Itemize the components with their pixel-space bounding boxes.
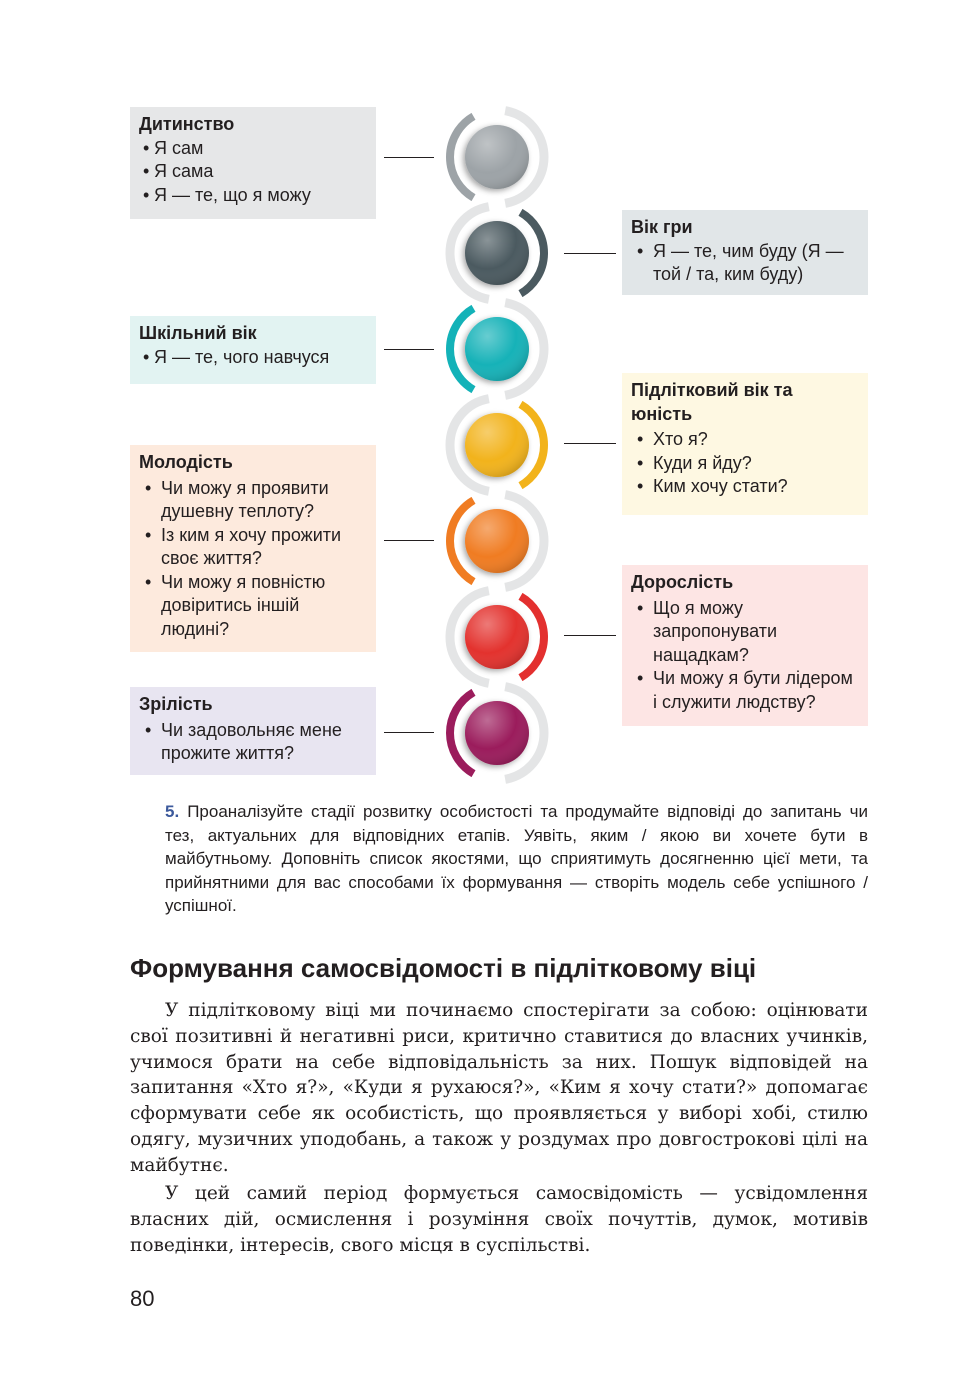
list-item: • Я сам [139,137,367,161]
list-item: • Чи можу я повністю довіритись іншій людині? [139,571,367,642]
list-item: • Чи можу я бути лідером і служити людству? [631,667,859,714]
stage-list [139,346,367,370]
stage-circle-shine [465,413,529,477]
list-item: • Я сама [139,160,367,184]
list-item: • Чи задовольняє мене прожите життя? [139,719,367,766]
stage-list [631,597,859,715]
stage-list [139,137,367,208]
stage-circle-shine [465,605,529,669]
stage-title: Шкільний вік [139,323,257,343]
stage-title: Молодість [139,452,233,472]
list-item: • Із ким я хочу прожити своє життя? [139,524,367,571]
page-number: 80 [130,1286,155,1311]
stage-title: Зрілість [139,694,213,714]
stage-box-childhood [130,107,376,219]
section-heading: Формування самосвідомості в підлітковому віці [130,953,757,983]
stage-spiral [420,100,580,800]
stage-title: Дитинство [139,114,235,134]
stage-box-play-age [622,210,868,295]
list-item: • Хто я? [631,428,859,452]
stage-list [631,428,859,499]
stage-circle-shine [465,701,529,765]
body-paragraph: У підлітковому віці ми починаємо спостерігати за собою: оцінювати свої позитивні й негативні риси, критично ставитися до власних учинків, учимося брати на себе відповідальність за них. Пошук відповідей на запитання «Хто я?», «Куди я рухаюся?», «Ким я хочу стати?» допомагає сформувати себе як особистість, що проявляється у виборі хобі, стилю одягу, музичних уподобань, а також у роздумах про довгострокові цілі на майбутнє. [130,1000,868,1176]
stage-box-maturity [130,687,376,775]
list-item: • Що я можу запропонувати нащадкам? [631,597,859,668]
list-item: • Чи можу я проявити душевну теплоту? [139,477,367,524]
list-item: • Я — те, чого навчуся [139,346,367,370]
stage-circle-shine [465,221,529,285]
stage-title: Дорослість [631,572,734,592]
stage-box-adolescence [622,373,868,515]
stage-box-youth [130,445,376,652]
task-5 [165,800,868,918]
task-number: 5. [165,802,180,821]
stage-circle-shine [465,509,529,573]
body-paragraph: У цей самий період формується самосвідомість — усвідомлення власних дій, осмислення і розуміння своїх почуттів, думок, мотивів поведінки, інтересів, свого місця в суспільстві. [130,1183,868,1256]
stage-list [139,719,367,766]
stage-list [139,477,367,642]
list-item: • Я — те, що я можу [139,184,367,208]
stage-title: Вік гри [631,217,693,237]
task-text: Проаналізуйте стадії розвитку особистості та продумайте відповіді до запитань чи тез, актуальних для відповідних етапів. Уявіть, яким / якою ви хочете бути в майбутньому. Доповніть список якостями, що сприятимуть досягненню цієї мети, та прийнятними для вас способами їх формування — створіть модель себе успішного / успішної. [165,802,868,915]
stage-circle-shine [465,317,529,381]
list-item: • Я — те, чим буду (Я — той / та, ким буду) [631,240,859,287]
stage-list [631,240,859,287]
stage-title: Підлітковий вік та юність [631,380,793,424]
stage-circle-shine [465,125,529,189]
stage-box-school-age [130,316,376,384]
list-item: • Ким хочу стати? [631,475,859,499]
stage-box-adulthood [622,565,868,726]
list-item: • Куди я йду? [631,452,859,476]
